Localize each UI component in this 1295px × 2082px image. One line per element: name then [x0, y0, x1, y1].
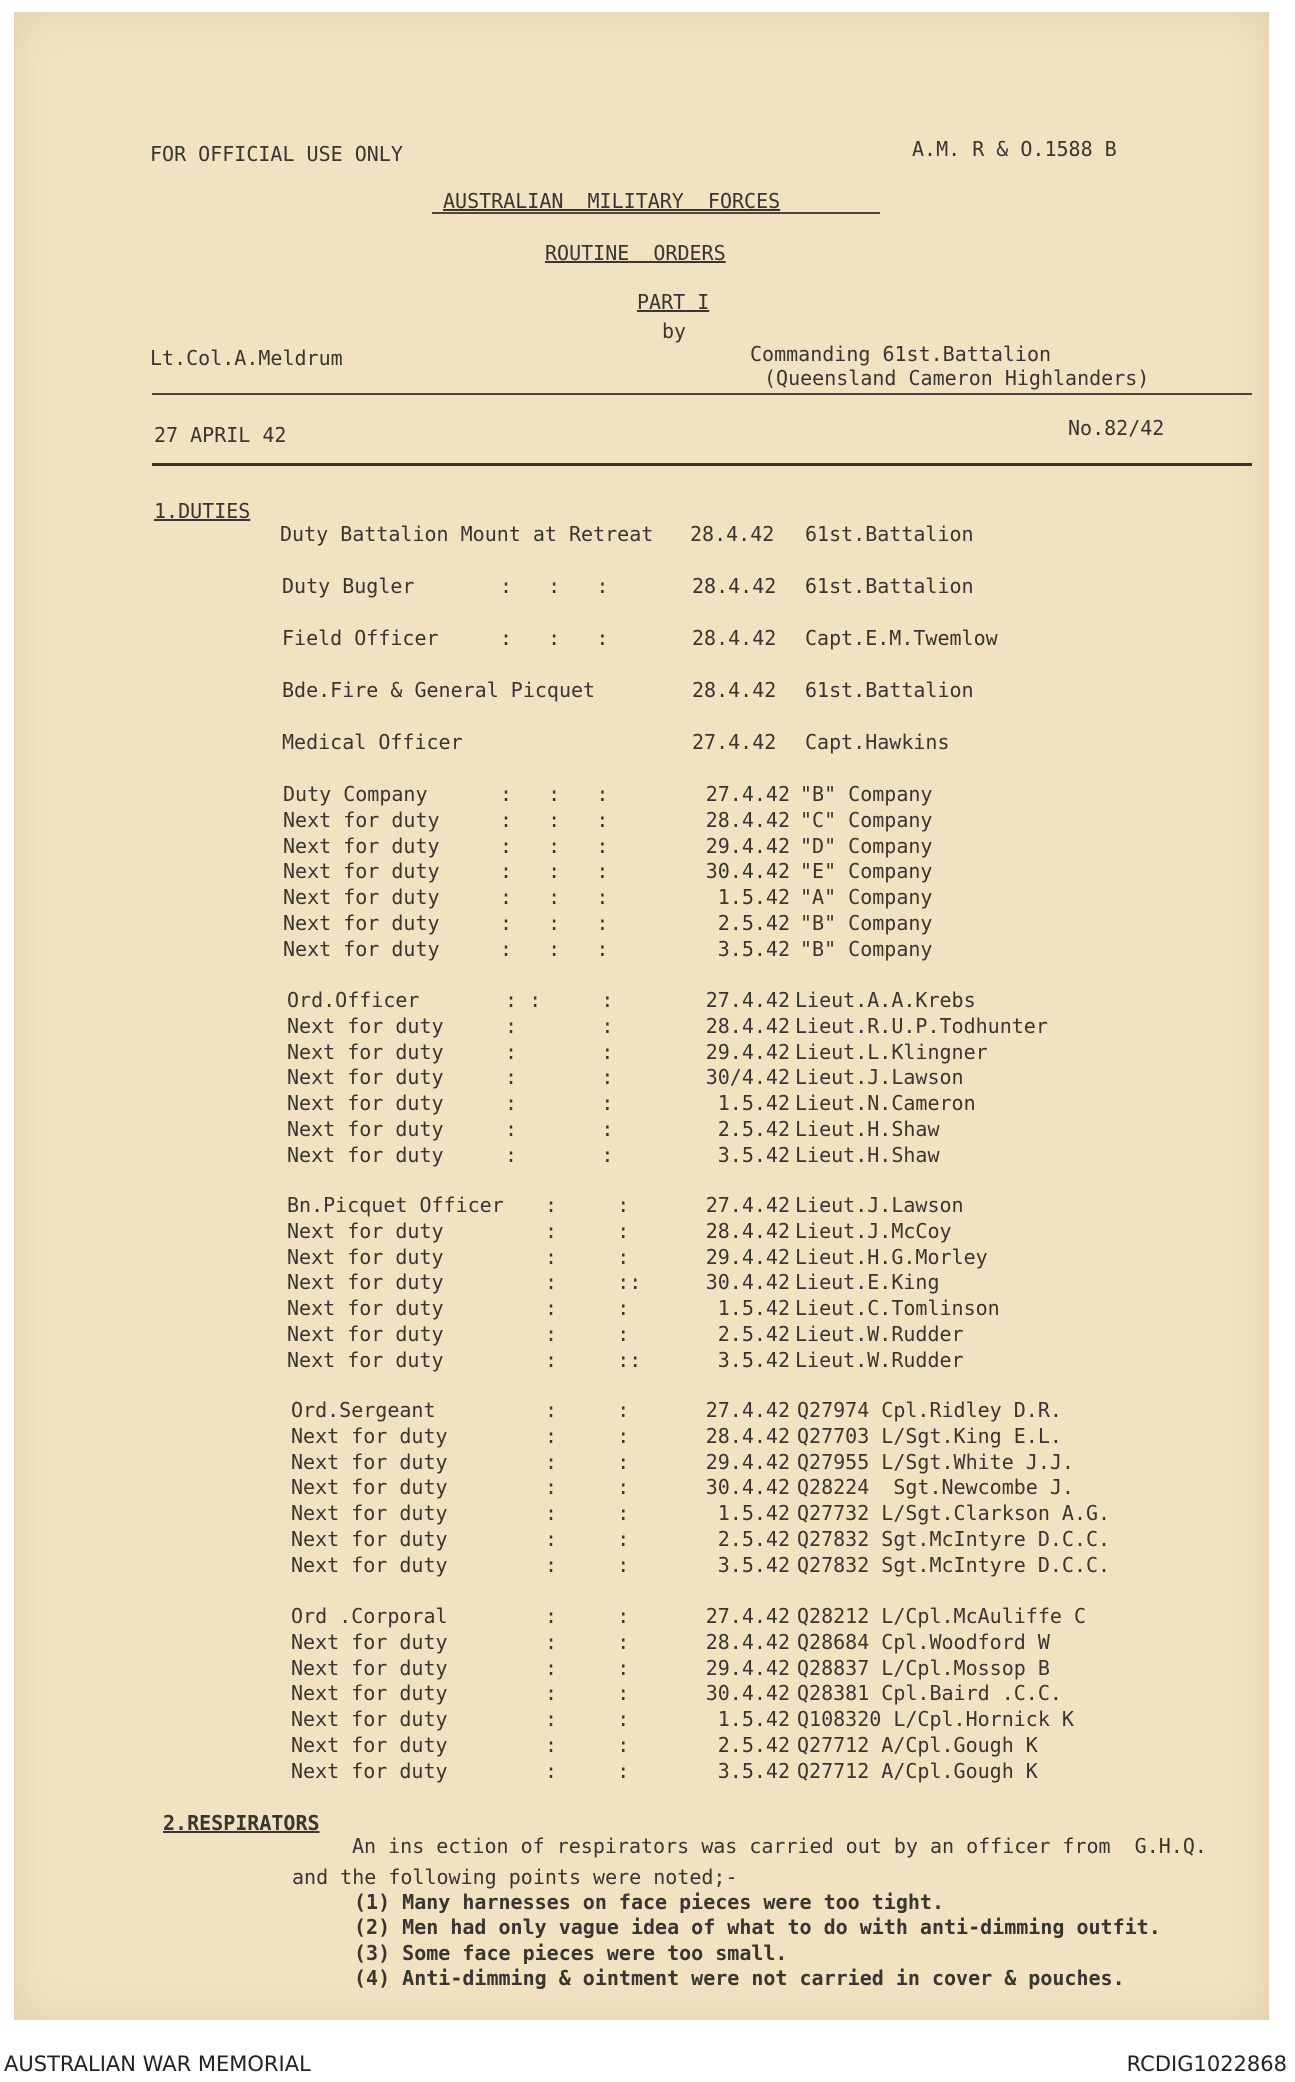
duty-colons: : : [545, 1552, 630, 1577]
duty-assigned: Lieut.R.U.P.Todhunter [795, 1013, 1048, 1038]
single-duty-assigned: 61st.Battalion [805, 574, 974, 598]
duty-colons: : : : [500, 936, 609, 961]
duty-colons: : : [545, 1423, 630, 1448]
duty-role: Next for duty [283, 807, 440, 832]
part-number: PART I [637, 290, 710, 314]
duty-colons: : : : [500, 782, 609, 806]
single-duty-assigned: 61st.Battalion [805, 678, 974, 702]
duty-assigned: Lieut.W.Rudder [795, 1321, 964, 1346]
respirators-intro-2: and the following points were noted;- [292, 1865, 738, 1889]
footer-bar [0, 2046, 1295, 2082]
duty-colons: : : : [500, 859, 609, 884]
duty-assigned: Lieut.E.King [795, 1270, 940, 1295]
duty-date: 2.5.42 [717, 1732, 790, 1757]
duty-assigned: Lieut.L.Klingner [795, 1039, 988, 1064]
duty-date: 1.5.42 [717, 885, 790, 910]
duty-date: 27.4.42 [705, 1398, 790, 1422]
single-duty-assigned: Capt.Hawkins [805, 730, 950, 754]
duty-row [0, 1501, 1295, 1527]
duty-colons: : :: [545, 1347, 642, 1372]
duty-row [0, 1091, 1295, 1117]
command-line-2: (Queensland Cameron Highlanders) [764, 366, 1150, 390]
duty-date: 29.4.42 [705, 1039, 790, 1064]
duty-role: Next for duty [287, 1091, 444, 1116]
duty-colons: : : [545, 1526, 630, 1551]
duty-assigned: "A" Company [800, 885, 933, 910]
duty-role: Bn.Picquet Officer [287, 1193, 504, 1217]
duty-role: Next for duty [287, 1296, 444, 1321]
duty-row [0, 782, 1295, 808]
respirators-point-2: (2) Men had only vague idea of what to do with anti-dimming outfit. [354, 1915, 1161, 1939]
duty-role: Duty Company [283, 782, 428, 806]
duty-assigned: Q28837 L/Cpl.Mossop B [797, 1655, 1050, 1680]
duty-colons: : : [545, 1604, 630, 1628]
duty-colons: : :: [545, 1270, 642, 1295]
duty-assigned: Q27974 Cpl.Ridley D.R. [797, 1398, 1062, 1422]
duty-date: 27.4.42 [705, 1193, 790, 1217]
title-underline [432, 212, 880, 214]
duty-colons: : : [545, 1321, 630, 1346]
duty-assigned: Q27712 A/Cpl.Gough K [797, 1732, 1038, 1757]
duty-role: Next for duty [287, 1065, 444, 1090]
duty-assigned: Lieut.H.G.Morley [795, 1244, 988, 1269]
footer-source: AUSTRALIAN WAR MEMORIAL [4, 2052, 311, 2076]
duty-row [0, 988, 1295, 1014]
duty-assigned: Q28684 Cpl.Woodford W [797, 1629, 1050, 1654]
duty-row [0, 1398, 1295, 1424]
duty-role: Next for duty [287, 1013, 444, 1038]
header-rule [152, 393, 1252, 395]
single-duty-date: 28.4.42 [692, 626, 777, 650]
duty-row [0, 1117, 1295, 1143]
duty-role: Next for duty [291, 1629, 448, 1654]
duty-role: Next for duty [291, 1655, 448, 1680]
duty-assigned: Q108320 L/Cpl.Hornick K [797, 1707, 1074, 1732]
duty-date: 29.4.42 [705, 833, 790, 858]
duty-role: Next for duty [291, 1758, 448, 1783]
duty-row [0, 937, 1295, 963]
duty-date: 29.4.42 [705, 1655, 790, 1680]
duty-group-picquet-officer [0, 1193, 1295, 1374]
duty-assigned: Q27955 L/Sgt.White J.J. [797, 1449, 1074, 1474]
duty-assigned: "E" Company [800, 859, 933, 884]
duty-group-ord-officer [0, 988, 1295, 1169]
duty-row [0, 1656, 1295, 1682]
duty-role: Next for duty [287, 1321, 444, 1346]
duty-row [0, 1475, 1295, 1501]
duty-date: 30.4.42 [705, 1270, 790, 1295]
duty-row [0, 1014, 1295, 1040]
duty-group-ord-corporal [0, 1604, 1295, 1785]
duty-colons: : : [505, 1116, 614, 1141]
duty-colons: : : : [505, 988, 614, 1012]
duty-role: Next for duty [291, 1732, 448, 1757]
duty-row [0, 1681, 1295, 1707]
duty-assigned: Q27832 Sgt.McIntyre D.C.C. [797, 1526, 1111, 1551]
duty-colons: : : [545, 1681, 630, 1706]
duty-date: 28.4.42 [705, 1013, 790, 1038]
duty-assigned: Lieut.N.Cameron [795, 1091, 976, 1116]
duty-assigned: "B" Company [800, 936, 933, 961]
single-duty-date: 28.4.42 [692, 678, 777, 702]
single-duty-assigned: Capt.E.M.Twemlow [805, 626, 998, 650]
duty-row [0, 1143, 1295, 1169]
duty-role: Next for duty [291, 1552, 448, 1577]
duty-assigned: Q27832 Sgt.McIntyre D.C.C. [797, 1552, 1111, 1577]
duty-date: 2.5.42 [717, 1526, 790, 1551]
duty-role: Next for duty [287, 1142, 444, 1167]
duty-colons: : : [545, 1218, 630, 1243]
duty-row [0, 1065, 1295, 1091]
duty-date: 3.5.42 [717, 936, 790, 961]
duty-row [0, 1553, 1295, 1579]
duty-date: 27.4.42 [705, 988, 790, 1012]
duty-row [0, 1270, 1295, 1296]
duty-date: 1.5.42 [717, 1707, 790, 1732]
command-line-1: Commanding 61st.Battalion [750, 342, 1052, 366]
order-date: 27 APRIL 42 [154, 423, 287, 447]
duty-colons: : : [545, 1758, 630, 1783]
duty-colons: : : [545, 1732, 630, 1757]
header-rule-thick [152, 463, 1252, 466]
org-title: AUSTRALIAN MILITARY FORCES [443, 189, 781, 213]
commanding-officer: Lt.Col.A.Meldrum [150, 346, 343, 370]
duty-date: 3.5.42 [717, 1142, 790, 1167]
duty-date: 30.4.42 [705, 1681, 790, 1706]
duty-colons: : : [505, 1091, 614, 1116]
duty-role: Next for duty [291, 1449, 448, 1474]
doc-type: ROUTINE ORDERS [545, 241, 726, 265]
duty-colons: : : [545, 1296, 630, 1321]
duty-assigned: Q27732 L/Sgt.Clarkson A.G. [797, 1501, 1111, 1526]
duty-colons: : : [545, 1655, 630, 1680]
duty-assigned: Q27712 A/Cpl.Gough K [797, 1758, 1038, 1783]
duty-role: Next for duty [291, 1501, 448, 1526]
duty-role: Ord.Officer [287, 988, 420, 1012]
duty-role: Next for duty [287, 1244, 444, 1269]
duty-role: Next for duty [291, 1526, 448, 1551]
duty-row [0, 859, 1295, 885]
duty-group-ord-sergeant [0, 1398, 1295, 1579]
duty-row [0, 1527, 1295, 1553]
duty-role: Next for duty [287, 1116, 444, 1141]
duty-date: 28.4.42 [705, 1423, 790, 1448]
duty-role: Next for duty [291, 1475, 448, 1500]
duty-colons: : : [505, 1039, 614, 1064]
duty-date: 28.4.42 [705, 1629, 790, 1654]
duty-date: 1.5.42 [717, 1501, 790, 1526]
single-duty-date: 28.4.42 [692, 574, 777, 598]
duty-role: Ord.Sergeant [291, 1398, 436, 1422]
duty-assigned: Lieut.J.McCoy [795, 1218, 952, 1243]
duty-role: Next for duty [287, 1039, 444, 1064]
duty-date: 3.5.42 [717, 1758, 790, 1783]
duty-role: Next for duty [287, 1218, 444, 1243]
duty-date: 3.5.42 [717, 1552, 790, 1577]
duty-row [0, 834, 1295, 860]
form-reference: A.M. R & O.1588 B [912, 137, 1117, 161]
duty-row [0, 1733, 1295, 1759]
duty-assigned: Lieut.H.Shaw [795, 1142, 940, 1167]
duty-role: Next for duty [291, 1707, 448, 1732]
single-duty-date: 28.4.42 [690, 522, 775, 546]
duty-date: 28.4.42 [705, 1218, 790, 1243]
duty-date: 30.4.42 [705, 1475, 790, 1500]
duty-row [0, 1424, 1295, 1450]
duty-assigned: Lieut.H.Shaw [795, 1116, 940, 1141]
respirators-heading: 2.RESPIRATORS [163, 1811, 320, 1835]
duty-row [0, 885, 1295, 911]
duty-date: 28.4.42 [705, 807, 790, 832]
duty-date: 27.4.42 [705, 782, 790, 806]
duty-colons: : : : [500, 910, 609, 935]
single-duty-assigned: 61st.Battalion [805, 522, 974, 546]
single-duty-role: Duty Bugler [282, 574, 415, 598]
duty-assigned: "C" Company [800, 807, 933, 832]
duty-assigned: "B" Company [800, 782, 933, 806]
single-duty-date: 27.4.42 [692, 730, 777, 754]
footer-id: RCDIG1022868 [1126, 2052, 1287, 2076]
duty-assigned: Q28381 Cpl.Baird .C.C. [797, 1681, 1062, 1706]
duty-assigned: Q28224 Sgt.Newcombe J. [797, 1475, 1074, 1500]
duty-row [0, 911, 1295, 937]
duty-colons: : : [545, 1244, 630, 1269]
duty-date: 3.5.42 [717, 1347, 790, 1372]
duty-assigned: Lieut.J.Lawson [795, 1065, 964, 1090]
duty-assigned: Q28212 L/Cpl.McAuliffe C [797, 1604, 1086, 1628]
duty-date: 1.5.42 [717, 1091, 790, 1116]
respirators-point-1: (1) Many harnesses on face pieces were too tight. [354, 1890, 945, 1914]
duty-role: Next for duty [283, 859, 440, 884]
duties-heading: 1.DUTIES [154, 499, 251, 523]
duty-colons: : : [505, 1013, 614, 1038]
duty-assigned: "D" Company [800, 833, 933, 858]
duty-assigned: Q27703 L/Sgt.King E.L. [797, 1423, 1062, 1448]
duty-colons: : : : [500, 885, 609, 910]
respirators-point-4: (4) Anti-dimming & ointment were not carried in cover & pouches. [354, 1966, 1125, 1990]
single-duty-role: Medical Officer [282, 730, 463, 754]
duty-role: Next for duty [287, 1270, 444, 1295]
single-duty-colons: : : : [500, 574, 609, 598]
duty-date: 30/4.42 [705, 1065, 790, 1090]
duty-group-company [0, 782, 1295, 963]
duty-colons: : : [505, 1065, 614, 1090]
classification: FOR OFFICIAL USE ONLY [150, 142, 403, 166]
duty-assigned: "B" Company [800, 910, 933, 935]
single-duty-role: Bde.Fire & General Picquet [282, 678, 596, 702]
duty-role: Next for duty [291, 1423, 448, 1448]
duty-assigned: Lieut.W.Rudder [795, 1347, 964, 1372]
duty-row [0, 1296, 1295, 1322]
single-duty-role: Duty Battalion Mount at Retreat [280, 522, 654, 546]
duty-colons: : : [545, 1501, 630, 1526]
duty-date: 2.5.42 [717, 1321, 790, 1346]
duty-row [0, 1707, 1295, 1733]
duty-assigned: Lieut.C.Tomlinson [795, 1296, 1000, 1321]
duty-row [0, 808, 1295, 834]
duty-colons: : : : [500, 807, 609, 832]
duty-role: Next for duty [283, 833, 440, 858]
respirators-point-3: (3) Some face pieces were too small. [354, 1941, 788, 1965]
duty-colons: : : [545, 1449, 630, 1474]
duty-date: 27.4.42 [705, 1604, 790, 1628]
respirators-intro-1: An ins ection of respirators was carried out by an officer from G.H.Q. [352, 1834, 1207, 1858]
duty-assigned: Lieut.A.A.Krebs [795, 988, 976, 1012]
duty-role: Next for duty [287, 1347, 444, 1372]
duty-colons: : : [545, 1475, 630, 1500]
duty-role: Next for duty [283, 936, 440, 961]
duty-colons: : : [545, 1707, 630, 1732]
duty-colons: : : [545, 1193, 630, 1217]
duty-date: 29.4.42 [705, 1449, 790, 1474]
duty-role: Next for duty [291, 1681, 448, 1706]
duty-colons: : : [545, 1398, 630, 1422]
duty-role: Ord .Corporal [291, 1604, 448, 1628]
duty-assigned: Lieut.J.Lawson [795, 1193, 964, 1217]
duty-row [0, 1040, 1295, 1066]
duty-row [0, 1193, 1295, 1219]
duty-date: 30.4.42 [705, 859, 790, 884]
duty-row [0, 1322, 1295, 1348]
duty-date: 2.5.42 [717, 910, 790, 935]
duty-date: 29.4.42 [705, 1244, 790, 1269]
single-duty-role: Field Officer [282, 626, 439, 650]
duty-row [0, 1450, 1295, 1476]
duty-row [0, 1219, 1295, 1245]
duty-row [0, 1245, 1295, 1271]
by-label: by [662, 319, 687, 343]
duty-row [0, 1348, 1295, 1374]
duty-colons: : : : [500, 833, 609, 858]
order-number: No.82/42 [1068, 416, 1165, 440]
duty-date: 2.5.42 [717, 1116, 790, 1141]
duty-row [0, 1630, 1295, 1656]
duty-colons: : : [505, 1142, 614, 1167]
duty-row [0, 1604, 1295, 1630]
duty-role: Next for duty [283, 885, 440, 910]
duty-role: Next for duty [283, 910, 440, 935]
duty-colons: : : [545, 1629, 630, 1654]
duty-row [0, 1759, 1295, 1785]
duty-date: 1.5.42 [717, 1296, 790, 1321]
single-duty-colons: : : : [500, 626, 609, 650]
